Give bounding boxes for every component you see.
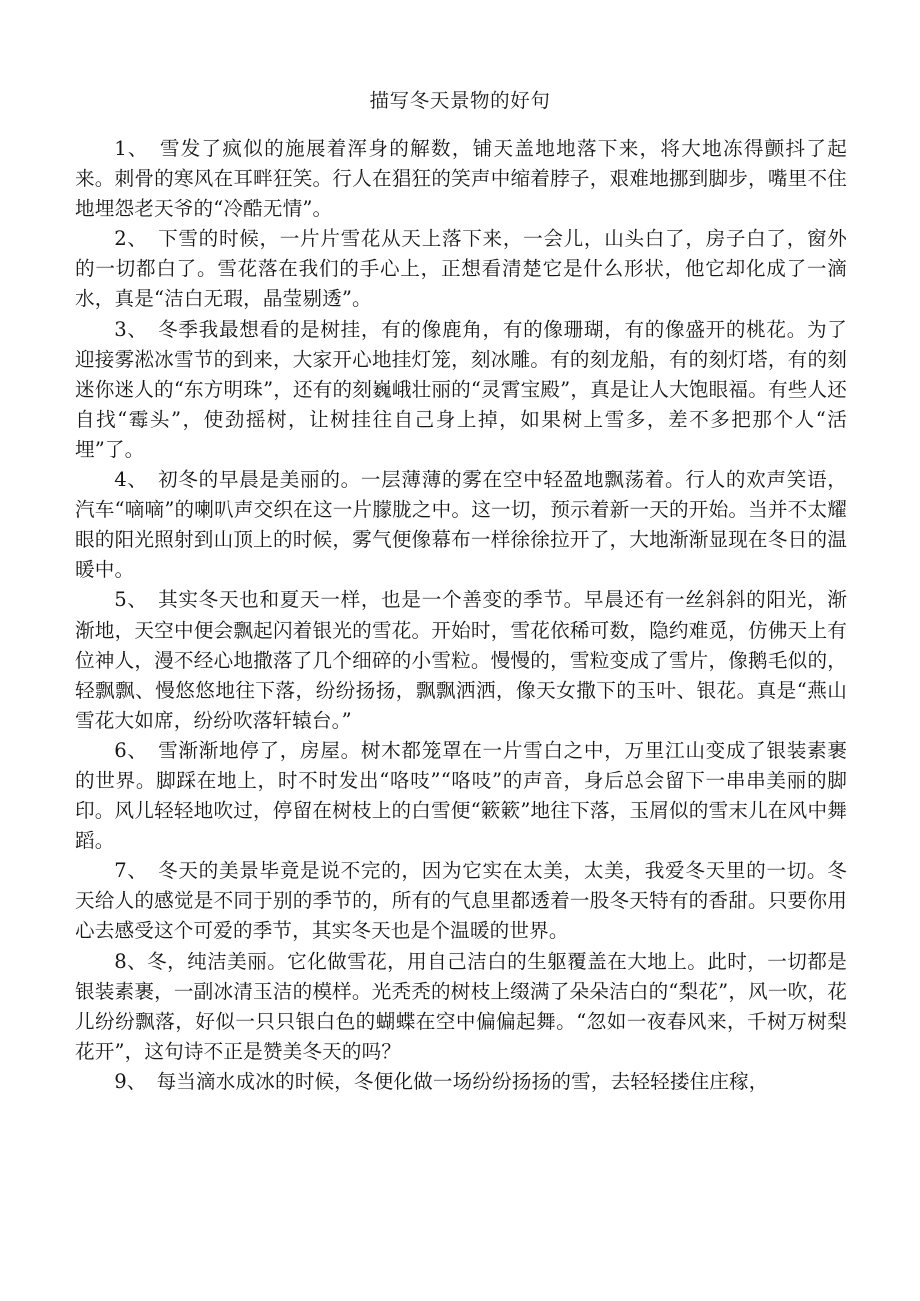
document-body xyxy=(75,134,847,1097)
paragraph-text-1: 雪发了疯似的施展着浑身的解数，铺天盖地地落下来，将大地冻得颤抖了起来。刺骨的寒风在耳畔狂笑。行人在猖狂的笑声中缩着脖子，艰难地挪到脚步，嘴里不住地埋怨老天爷的“冷酷无情”。 xyxy=(75,137,847,221)
paragraph-text-3: 冬季我最想看的是树挂，有的像鹿角，有的像珊瑚，有的像盛开的桃花。为了迎接雾淞冰雪节的到来，大家开心地挂灯笼，刻冰雕。有的刻龙船，有的刻灯塔，有的刻迷你迷人的“东方明珠”，还有的刻巍峨壮丽的“灵霄宝殿”，真是让人大饱眼福。有些人还自找“霉头”，使劲摇树，让树挂往自己身上掉，如果树上雪多，差不多把那个人“活埋”了。 xyxy=(75,317,848,461)
paragraph-8 xyxy=(75,947,847,1067)
paragraph-number-2: 2、 xyxy=(114,227,138,251)
paragraph-text-9: 每当滴水成冰的时候，冬便化做一场纷纷扬扬的雪，去轻轻搂住庄稼， xyxy=(136,1069,769,1093)
paragraph-9 xyxy=(75,1067,847,1097)
paragraph-number-4: 4、 xyxy=(114,468,138,492)
paragraph-7 xyxy=(75,856,847,946)
paragraph-5 xyxy=(75,585,847,735)
paragraph-text-5: 其实冬天也和夏天一样，也是一个善变的季节。早晨还有一丝斜斜的阳光，渐渐地，天空中便会飘起闪着银光的雪花。开始时，雪花依稀可数，隐约难觅，仿佛天上有位神人，漫不经心地撒落了几个细碎的小雪粒。慢慢的，雪粒变成了雪片，像鹅毛似的，轻飘飘、慢悠悠地往下落，纷纷扬扬，飘飘洒洒，像天女撒下的玉叶、银花。真是“燕山雪花大如席，纷纷吹落轩辕台。” xyxy=(75,588,848,732)
paragraph-2 xyxy=(75,224,847,314)
paragraph-number-7: 7、 xyxy=(114,859,138,883)
paragraph-number-8: 8、 xyxy=(114,949,148,973)
paragraph-3 xyxy=(75,315,847,465)
paragraph-text-8: 冬，纯洁美丽。它化做雪花，用自己洁白的生躯覆盖在大地上。此时，一切都是银装素裹，一副冰清玉洁的模样。光秃秃的树枝上缀满了朵朵洁白的“梨花”，风一吹，花儿纷纷飘落，好似一只只银白色的蝴蝶在空中偏偏起舞。“忽如一夜春风来，千树万树梨花开”，这句诗不正是赞美冬天的吗？ xyxy=(75,949,847,1063)
paragraph-number-1: 1、 xyxy=(114,137,139,160)
paragraph-text-2: 下雪的时候，一片片雪花从天上落下来，一会儿，山头白了，房子白了，窗外的一切都白了。雪花落在我们的手心上，正想看清楚它是什么形状，他它却化成了一滴水，真是“洁白无瑕，晶莹剔透”。 xyxy=(75,227,848,311)
paragraph-number-3: 3、 xyxy=(114,317,138,341)
paragraph-text-7: 冬天的美景毕竟是说不完的，因为它实在太美，太美，我爱冬天里的一切。冬天给人的感觉是不同于别的季节的，所有的气息里都透着一股冬天特有的香甜。只要你用心去感受这个可爱的季节，其实冬天也是个温暖的世界。 xyxy=(75,859,848,943)
paragraph-1 xyxy=(75,134,847,224)
page-title: 描写冬天景物的好句 xyxy=(369,89,551,112)
paragraph-number-9: 9、 xyxy=(114,1069,137,1093)
paragraph-text-4: 初冬的早晨是美丽的。一层薄薄的雾在空中轻盈地飘荡着。行人的欢声笑语，汽车“嘀嘀”的喇叭声交织在这一片朦胧之中。这一切，预示着新一天的开始。当并不太耀眼的阳光照射到山顶上的时候，雾气便像幕布一样徐徐拉开了，大地渐渐显现在冬日的温暖中。 xyxy=(75,468,848,582)
paragraph-text-6: 雪渐渐地停了，房屋。树木都笼罩在一片雪白之中，万里江山变成了银装素裹的世界。脚踩在地上，时不时发出“咯吱”“咯吱”的声音，身后总会留下一串串美丽的脚印。风儿轻轻地吹过，停留在树枝上的白雪便“簌簌”地往下落，玉屑似的雪末儿在风中舞蹈。 xyxy=(75,738,848,853)
paragraph-number-5: 5、 xyxy=(114,588,138,612)
paragraph-number-6: 6、 xyxy=(114,738,138,762)
paragraph-6 xyxy=(75,736,847,856)
paragraph-4 xyxy=(75,465,847,585)
